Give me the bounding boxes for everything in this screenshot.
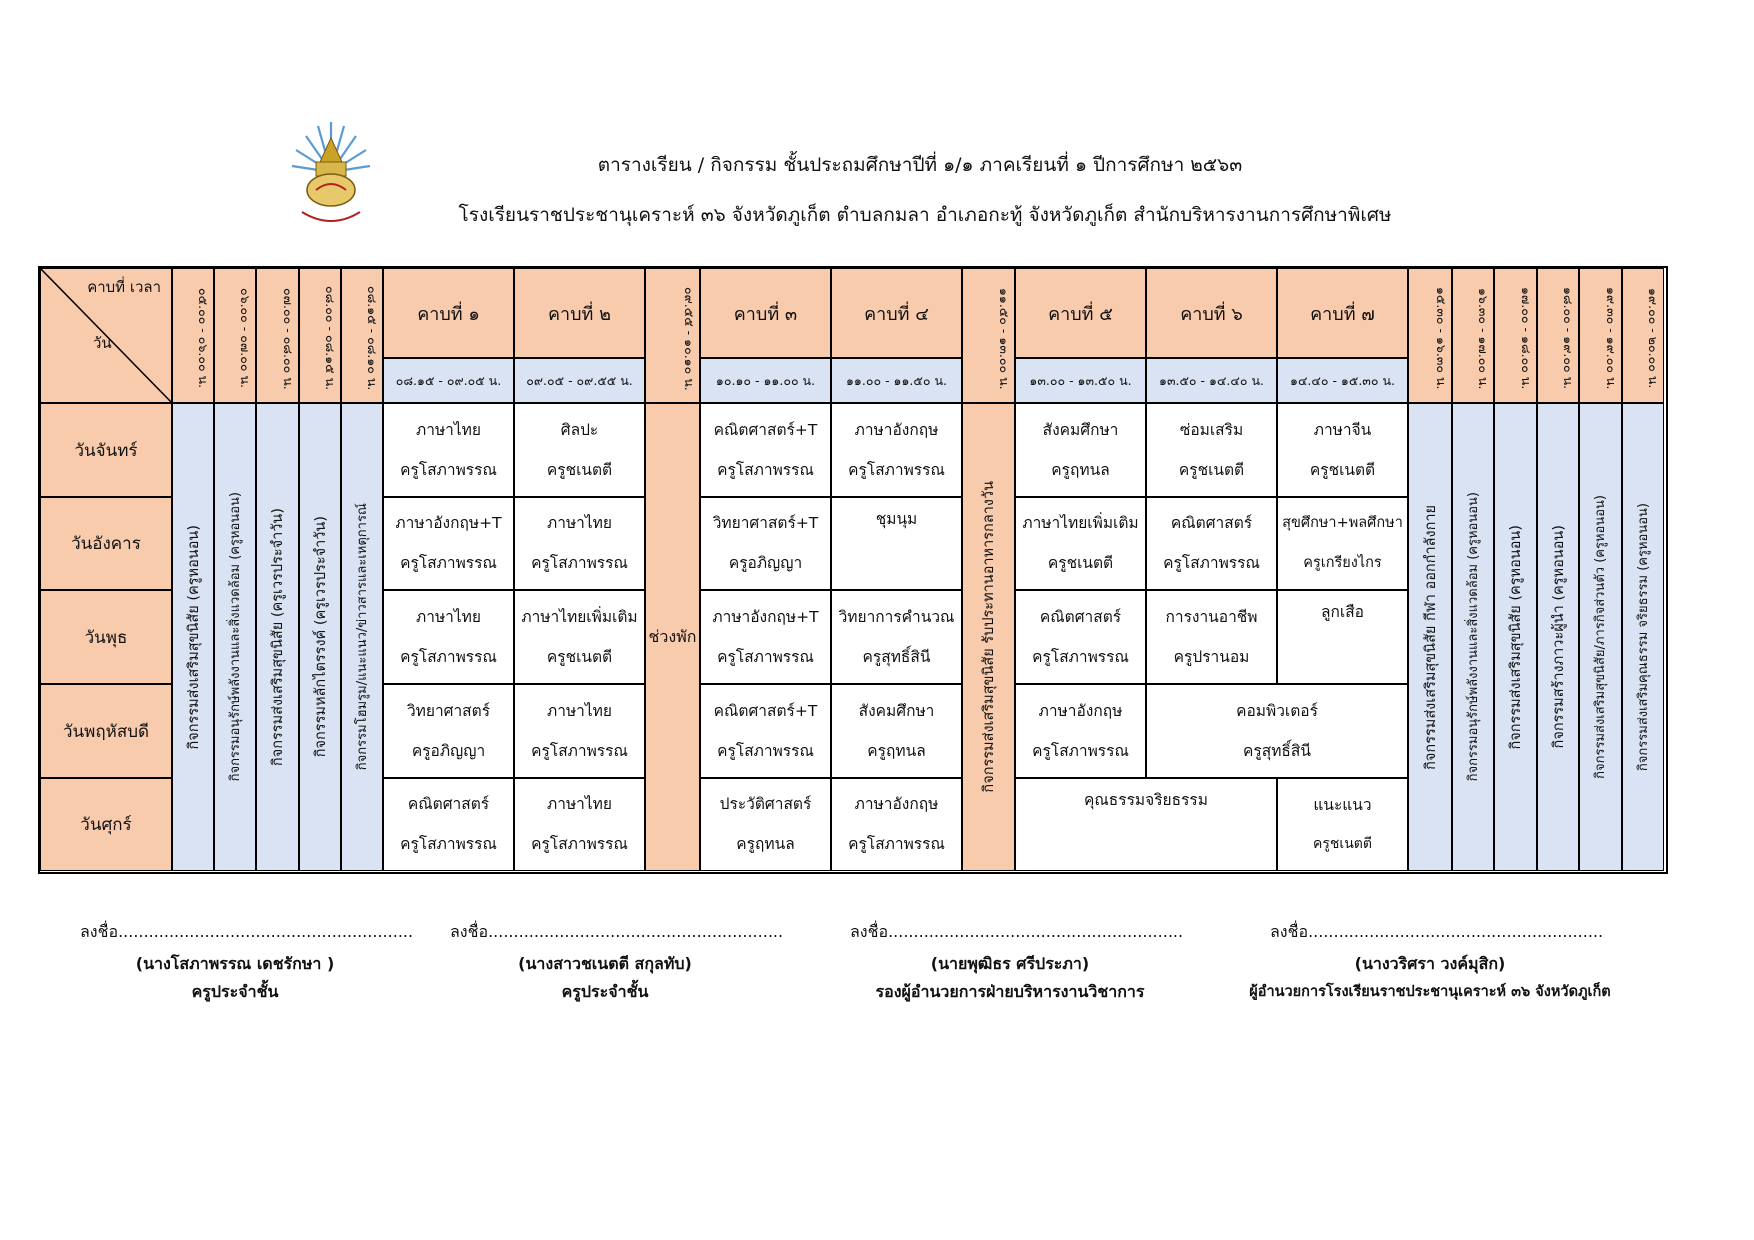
teacher: ครูสุทธิ์สินี [1243, 741, 1311, 760]
activity-column [1622, 403, 1664, 871]
schedule-cell [383, 497, 514, 590]
time-header: ๐๖.๐๐ - ๐๗.๐๐ น. [214, 268, 256, 403]
schedule-cell [1015, 778, 1277, 871]
schedule-cell [514, 778, 645, 871]
time-header: ๐๗.๐๐ - ๐๘.๐๐ น. [256, 268, 299, 403]
lunch-column [962, 403, 1015, 871]
subject: ภาษาไทยเพิ่มเติม [521, 607, 638, 626]
time-header: ๑๖.๓๐ - ๑๗.๐๐ น. [1452, 268, 1494, 403]
break-column [645, 403, 700, 871]
subject: ภาษาจีน [1313, 420, 1372, 439]
teacher: ครูชเนตตี [1178, 460, 1245, 479]
activity-column [1494, 403, 1537, 871]
signature-line: ลงชื่อ.......................................................... [850, 922, 1184, 941]
activity-label: กิจกรรมอนุรักษ์พลังงานและสิ่งแวดล้อม (ครูหอนอน) [1465, 492, 1481, 782]
schedule-cell [700, 778, 831, 871]
teacher: ครูชเนตตี [1047, 553, 1114, 572]
schedule-cell [1146, 403, 1277, 497]
period-time: ๐๘.๑๕ - ๐๙.๐๕ น. [383, 358, 514, 403]
timetable [38, 266, 1668, 874]
teacher: ครูอภิญญา [411, 741, 486, 760]
schedule-cell [1277, 590, 1408, 684]
signatory-name: (นายพุฒิธร ศรีประภา) [930, 954, 1090, 973]
time-header: ๑๙.๐๐ - ๒๐.๐๐ น. [1622, 268, 1664, 403]
subject: คุณธรรมจริยธรรม [1084, 791, 1208, 809]
lunch-label: กิจกรรมส่งเสริมสุขนิสัย รับประทานอาหารกลางวัน [981, 481, 997, 793]
teacher: ครูโสภาพรรณ [531, 834, 628, 853]
signature-line: ลงชื่อ.......................................................... [1270, 922, 1604, 941]
activity-column [341, 403, 383, 871]
subject: วิทยาศาสตร์ [406, 701, 491, 720]
corner-top-label: คาบที่ เวลา [87, 278, 161, 296]
schedule-cell [1277, 403, 1408, 497]
teacher: ครูโสภาพรรณ [848, 834, 945, 853]
subject: คณิตศาสตร์+T [713, 420, 818, 439]
signatory-role: ครูประจำชั้น [561, 982, 649, 1001]
teacher: ครูโสภาพรรณ [400, 553, 497, 572]
subject: ภาษาอังกฤษ+T [712, 607, 819, 626]
day-label: วันพฤหัสบดี [40, 684, 172, 778]
subject: คอมพิวเตอร์ [1236, 701, 1318, 720]
subject: ภาษาไทย [547, 795, 612, 814]
subject: ภาษาไทย [416, 607, 481, 626]
schedule-cell [831, 497, 962, 590]
schedule-cell [383, 403, 514, 497]
signatory-role: รองผู้อำนวยการฝ่ายบริหารงานวิชาการ [875, 982, 1145, 1001]
activity-label: กิจกรรมหลักไตรรงค์ (ครูเวรประจำวัน) [312, 516, 329, 758]
period-header: คาบที่ ๕ [1015, 268, 1146, 358]
subject: คณิตศาสตร์ [407, 795, 490, 814]
schedule-cell [831, 590, 962, 684]
period-header: คาบที่ ๑ [383, 268, 514, 358]
time-header: ๑๙.๓๐ - ๑๙.๐๐ น. [1579, 268, 1622, 403]
activity-column [299, 403, 341, 871]
schedule-cell [700, 590, 831, 684]
schedule-cell [383, 590, 514, 684]
time-header: ๐๘.๐๐ - ๐๘.๑๕ น. [299, 268, 341, 403]
schedule-cell [1015, 590, 1146, 684]
corner-header [40, 268, 172, 403]
schedule-cell [514, 590, 645, 684]
subject: การงานอาชีพ [1165, 607, 1258, 626]
subject: ภาษาอังกฤษ+T [395, 514, 502, 533]
period-time: ๑๐.๑๐ - ๑๑.๐๐ น. [700, 358, 831, 403]
teacher: ครูชเนตตี [546, 647, 613, 666]
time-header: ๐๕.๐๐ - ๐๖.๐๐ น. [172, 268, 214, 403]
schedule-cell [1015, 684, 1146, 778]
activity-column [1537, 403, 1579, 871]
activity-label: กิจกรรมส่งเสริมสุขนิสัย (ครูหอนอน) [1508, 524, 1524, 750]
period-time: ๑๓.๐๐ - ๑๓.๕๐ น. [1015, 358, 1146, 403]
subject: แนะแนว [1313, 795, 1372, 814]
schedule-cell [514, 684, 645, 778]
period-header: คาบที่ ๗ [1277, 268, 1408, 358]
period-time: ๑๑.๐๐ - ๑๑.๕๐ น. [831, 358, 962, 403]
subject: สังคมศึกษา [1042, 420, 1119, 439]
period-header: คาบที่ ๔ [831, 268, 962, 358]
subject: ภาษาไทย [547, 701, 612, 720]
activity-label: กิจกรรมโฮมรูม/แนะแนว/ข่าวสารและเหตุการณ์ [354, 503, 370, 771]
period-time: ๑๔.๔๐ - ๑๕.๓๐ น. [1277, 358, 1408, 403]
schedule-cell [1146, 684, 1408, 778]
subject: ภาษาอังกฤษ [854, 795, 939, 814]
activity-column [1579, 403, 1622, 871]
activity-label: กิจกรรมสร้างภาวะผู้นำ (ครูหอนอน) [1550, 525, 1567, 749]
teacher: ครูโสภาพรรณ [717, 460, 814, 479]
teacher: ครูโสภาพรรณ [1163, 553, 1260, 572]
teacher: ครูโสภาพรรณ [848, 460, 945, 479]
signatory-name: (นางโสภาพรรณ เดชรักษา ) [135, 954, 335, 973]
activity-column [256, 403, 299, 871]
signature-line: ลงชื่อ.......................................................... [80, 922, 414, 941]
activity-label: กิจกรรมส่งเสริมคุณธรรม จริยธรรม (ครูหอนอน) [1635, 502, 1651, 772]
schedule-cell [831, 684, 962, 778]
day-label: วันพุธ [40, 590, 172, 684]
period-header: คาบที่ ๖ [1146, 268, 1277, 358]
subject: ศิลปะ [560, 420, 599, 439]
schedule-cell [383, 778, 514, 871]
teacher: ครูโสภาพรรณ [400, 834, 497, 853]
break-label: ช่วงพัก [648, 626, 697, 646]
subject: คณิตศาสตร์ [1170, 514, 1253, 533]
period-time: ๑๓.๕๐ - ๑๔.๔๐ น. [1146, 358, 1277, 403]
day-label: วันศุกร์ [40, 778, 172, 871]
schedule-cell [700, 403, 831, 497]
teacher: ครูฤทนล [1051, 460, 1110, 479]
teacher: ครูโสภาพรรณ [717, 647, 814, 666]
activity-column [1452, 403, 1494, 871]
schedule-cell [1015, 403, 1146, 497]
time-header: ๑๗.๐๐ - ๑๘.๐๐ น. [1494, 268, 1537, 403]
subject: คณิตศาสตร์ [1039, 607, 1122, 626]
schedule-cell [831, 778, 962, 871]
teacher: ครูโสภาพรรณ [531, 553, 628, 572]
subject: ภาษาไทย [416, 420, 481, 439]
subject: ภาษาอังกฤษ [1038, 701, 1123, 720]
signatory-name: (นางวริศรา วงค์มุสิก) [1354, 954, 1506, 973]
schedule-cell [1277, 497, 1408, 590]
teacher: ครูชเนตตี [1313, 836, 1372, 853]
subject: สุขศึกษา+พลศึกษา [1282, 515, 1403, 532]
teacher: ครูโสภาพรรณ [400, 647, 497, 666]
activity-column [214, 403, 256, 871]
teacher: ครูเกรียงไกร [1303, 554, 1382, 571]
teacher: ครูสุทธิ์สินี [862, 647, 931, 666]
time-header: ๑๘.๐๐ - ๑๙.๐๐ น. [1537, 268, 1579, 403]
corner-bottom-label: วัน [93, 334, 112, 352]
teacher: ครูโสภาพรรณ [1032, 741, 1129, 760]
signatory-role: ผู้อำนวยการโรงเรียนราชประชานุเคราะห์ ๓๖ จังหวัดภูเก็ต [1249, 984, 1611, 1000]
period-time: ๐๙.๐๕ - ๐๙.๕๕ น. [514, 358, 645, 403]
activity-label: กิจกรรมส่งเสริมสุขนิสัย (ครูหอนอน) [185, 524, 202, 750]
lunch-time-header: ๑๑.๕๐ - ๑๓.๐๐ น. [962, 268, 1015, 403]
subject: วิทยาการคำนวณ [838, 607, 955, 626]
subject: คณิตศาสตร์+T [713, 701, 818, 720]
subject: สังคมศึกษา [858, 701, 935, 720]
time-header: ๐๘.๑๕ - ๐๘.๑๐ น. [341, 268, 383, 403]
subject: ชุมนุม [875, 510, 918, 528]
schedule-cell [1015, 497, 1146, 590]
teacher: ครูชเนตตี [546, 460, 613, 479]
activity-label: กิจกรรมอนุรักษ์พลังงานและสิ่งแวดล้อม (ครูหอนอน) [227, 492, 243, 782]
schedule-cell [1277, 778, 1408, 871]
subject: ลูกเสือ [1321, 603, 1364, 621]
schedule-cell [383, 684, 514, 778]
time-header: ๑๕.๓๐ - ๑๖.๓๐ น. [1408, 268, 1452, 403]
teacher: ครูโสภาพรรณ [531, 741, 628, 760]
schedule-cell [514, 403, 645, 497]
teacher: ครูอภิญญา [728, 553, 803, 572]
day-label: วันจันทร์ [40, 403, 172, 497]
signatory-role: ครูประจำชั้น [191, 982, 279, 1001]
activity-label: กิจกรรมส่งเสริมสุขนิสัย กีฬา ออกกำลังกาย [1422, 504, 1439, 770]
activity-column [1408, 403, 1452, 871]
teacher: ครูโสภาพรรณ [400, 460, 497, 479]
subject: ซ่อมเสริม [1179, 420, 1244, 439]
teacher: ครูโสภาพรรณ [717, 741, 814, 760]
period-header: คาบที่ ๓ [700, 268, 831, 358]
period-header: คาบที่ ๒ [514, 268, 645, 358]
subject: ประวัติศาสตร์ [719, 795, 812, 814]
teacher: ครูฤทนล [736, 834, 795, 853]
subject: ภาษาไทย [547, 514, 612, 533]
teacher: ครูฤทนล [867, 741, 926, 760]
signature-line: ลงชื่อ.......................................................... [450, 922, 784, 941]
activity-label: กิจกรรมส่งเสริมสุขนิสัย (ครูเวรประจำวัน) [270, 507, 286, 767]
activity-label: กิจกรรมส่งเสริมสุขนิสัย/ภารกิจส่วนตัว (ครูหอนอน) [1593, 495, 1608, 779]
schedule-cell [514, 497, 645, 590]
teacher: ครูโสภาพรรณ [1032, 647, 1129, 666]
subject: ภาษาไทยเพิ่มเติม [1022, 514, 1139, 533]
teacher: ครูปรานอม [1173, 647, 1250, 666]
activity-column [172, 403, 214, 871]
page-title: ตารางเรียน / กิจกรรม ชั้นประถมศึกษาปีที่ ๑/๑ ภาคเรียนที่ ๑ ปีการศึกษา ๒๕๖๓ [597, 154, 1243, 176]
page-subtitle: โรงเรียนราชประชานุเคราะห์ ๓๖ จังหวัดภูเก็ต ตำบลกมลา อำเภอกะทู้ จังหวัดภูเก็ต สำนักบริหารงานการศึกษาพิเศษ [458, 204, 1392, 226]
subject: วิทยาศาสตร์+T [712, 514, 819, 533]
signatory-name: (นางสาวชเนตตี สกุลทับ) [518, 954, 692, 973]
day-label: วันอังคาร [40, 497, 172, 590]
schedule-cell [1146, 497, 1277, 590]
subject: ภาษาอังกฤษ [854, 420, 939, 439]
schedule-cell [700, 497, 831, 590]
schedule-cell [700, 684, 831, 778]
schedule-cell [1146, 590, 1277, 684]
schedule-cell [831, 403, 962, 497]
break-time-header: ๐๙.๕๕ - ๑๐.๑๐ น. [645, 268, 700, 403]
teacher: ครูชเนตตี [1309, 460, 1376, 479]
